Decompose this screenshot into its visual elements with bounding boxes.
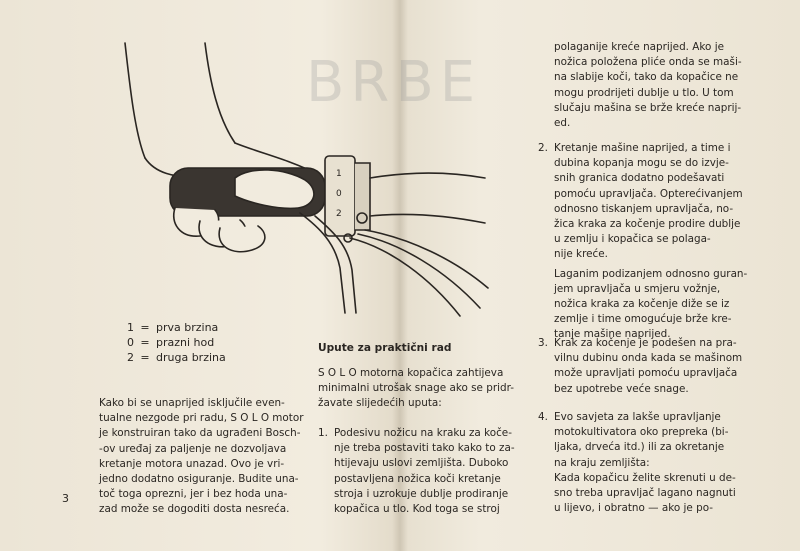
text-line: zemlje i time omogućuje brže kre- <box>554 313 732 326</box>
legend-label: druga brzina <box>156 351 226 364</box>
text-line: je konstruiran tako da ugrađeni Bosch- <box>99 427 301 440</box>
text-line: toč toga oprezni, jer i bez hoda una- <box>99 488 288 501</box>
section-title: Upute za praktični rad <box>318 342 452 354</box>
instruction-item-1 <box>318 426 523 517</box>
item-number: 1. <box>318 427 328 439</box>
text-line: minimalni utrošak snage ako se pridr- <box>318 382 514 395</box>
text-line: ljaka, drveća itd.) ili za okretanje <box>554 441 725 454</box>
text-line: odnosno tiskanjem upravljača, no- <box>554 202 734 215</box>
text-line: ed. <box>554 117 571 130</box>
text-line: bez upotrebe veće snage. <box>554 382 689 395</box>
text-line: Laganim podizanjem odnosno guran- <box>554 267 748 280</box>
text-line: u zemlju i kopačica se polaga- <box>554 233 711 246</box>
legend-number: 1 <box>127 321 134 334</box>
text-line: jem upravljača u smjeru vožnje, <box>554 282 721 295</box>
text-line: Kretanje mašine naprijed, a time i <box>554 142 731 154</box>
legend-label: prva brzina <box>156 321 219 334</box>
dial-label-1: 1 <box>336 169 342 179</box>
legend-label: prazni hod <box>156 336 215 349</box>
text-line: postavljena nožica koči kretanje <box>334 472 501 485</box>
text-line: kretanje motora unazad. Ovo je vri- <box>99 457 285 470</box>
item-number: 3. <box>538 337 548 349</box>
text-line: Krak za kočenje je podešen na pra- <box>554 337 737 349</box>
text-line: na kraju zemljišta: <box>554 456 650 469</box>
text-line: pomoću upravljača. Opterećivanjem <box>554 187 743 200</box>
text-line: tualne nezgode pri radu, S O L O motor <box>99 412 304 425</box>
continuation-text <box>554 40 754 131</box>
text-line: jedno dodatno osiguranje. Budite una- <box>99 473 299 486</box>
legend-number: 2 <box>127 351 134 364</box>
text-line: nožica položena pliće onda se maši- <box>554 56 742 69</box>
instruction-item-4 <box>538 410 758 516</box>
text-line: slučaju mašina se brže kreće naprij- <box>554 101 742 114</box>
dial-label-2: 2 <box>336 209 342 219</box>
legend-number: 0 <box>127 336 134 349</box>
legend-row: 2 = druga brzina <box>120 350 226 365</box>
gear-legend <box>120 320 226 365</box>
page-number: 3 <box>62 492 69 505</box>
text-line: zad može se dogoditi dosta nesreća. <box>99 503 290 516</box>
instruction-item-3 <box>538 336 758 397</box>
text-line: nje treba postaviti tako kako to za- <box>334 442 515 455</box>
text-line: tanje mašine naprijed. <box>554 328 671 341</box>
text-line: stroja i uzrokuje dublje prodiranje <box>334 487 509 500</box>
intro-text <box>318 366 518 412</box>
text-line: žavate slijedećih uputa: <box>318 397 442 410</box>
text-line: dubina kopanja mogu se do izvje- <box>554 157 729 170</box>
text-line: snih granica dodatno podešavati <box>554 172 725 185</box>
text-line: može upravljati pomoću upravljača <box>554 367 738 380</box>
text-line: nožica kraka za kočenje diže se iz <box>554 298 730 311</box>
text-line: htijevaju uslovi zemljišta. Duboko <box>334 457 509 470</box>
legend-row: 0 = prazni hod <box>120 335 226 350</box>
item-number: 2. <box>538 142 548 154</box>
text-line: Podesivu nožicu na kraku za koče- <box>334 427 512 439</box>
watermark: BRBE <box>306 50 482 115</box>
text-line: nije kreće. <box>554 248 608 261</box>
text-line: motokultivatora oko prepreka (bi- <box>554 426 729 439</box>
dial-label-0: 0 <box>336 189 342 199</box>
text-line: sno treba upravljač lagano nagnuti <box>554 487 736 500</box>
text-line: Kako bi se unaprijed isključile even- <box>99 397 285 409</box>
text-line: polaganije kreće naprijed. Ako je <box>554 41 724 53</box>
legend-row: 1 = prva brzina <box>120 320 226 335</box>
text-line: -ov uređaj za paljenje ne dozvoljava <box>99 442 287 455</box>
instruction-item-2 <box>538 141 758 343</box>
left-body-text <box>99 396 309 518</box>
text-line: na slabije koči, tako da kopačice ne <box>554 71 739 84</box>
text-line: kopačica u tlo. Kod toga se stroj <box>334 503 500 516</box>
text-line: Kada kopačicu želite skrenuti u de- <box>554 471 736 484</box>
text-line: mogu prodrijeti dublje u tlo. U tom <box>554 86 734 99</box>
item-number: 4. <box>538 411 548 423</box>
text-line: S O L O motorna kopačica zahtijeva <box>318 367 504 379</box>
text-line: žica kraka za kočenje prodire dublje <box>554 218 741 231</box>
text-line: u lijevo, i obratno — ako je po- <box>554 502 713 515</box>
text-line: vilnu dubinu onda kada se mašinom <box>554 352 743 365</box>
text-line: Evo savjeta za lakše upravljanje <box>554 411 721 423</box>
